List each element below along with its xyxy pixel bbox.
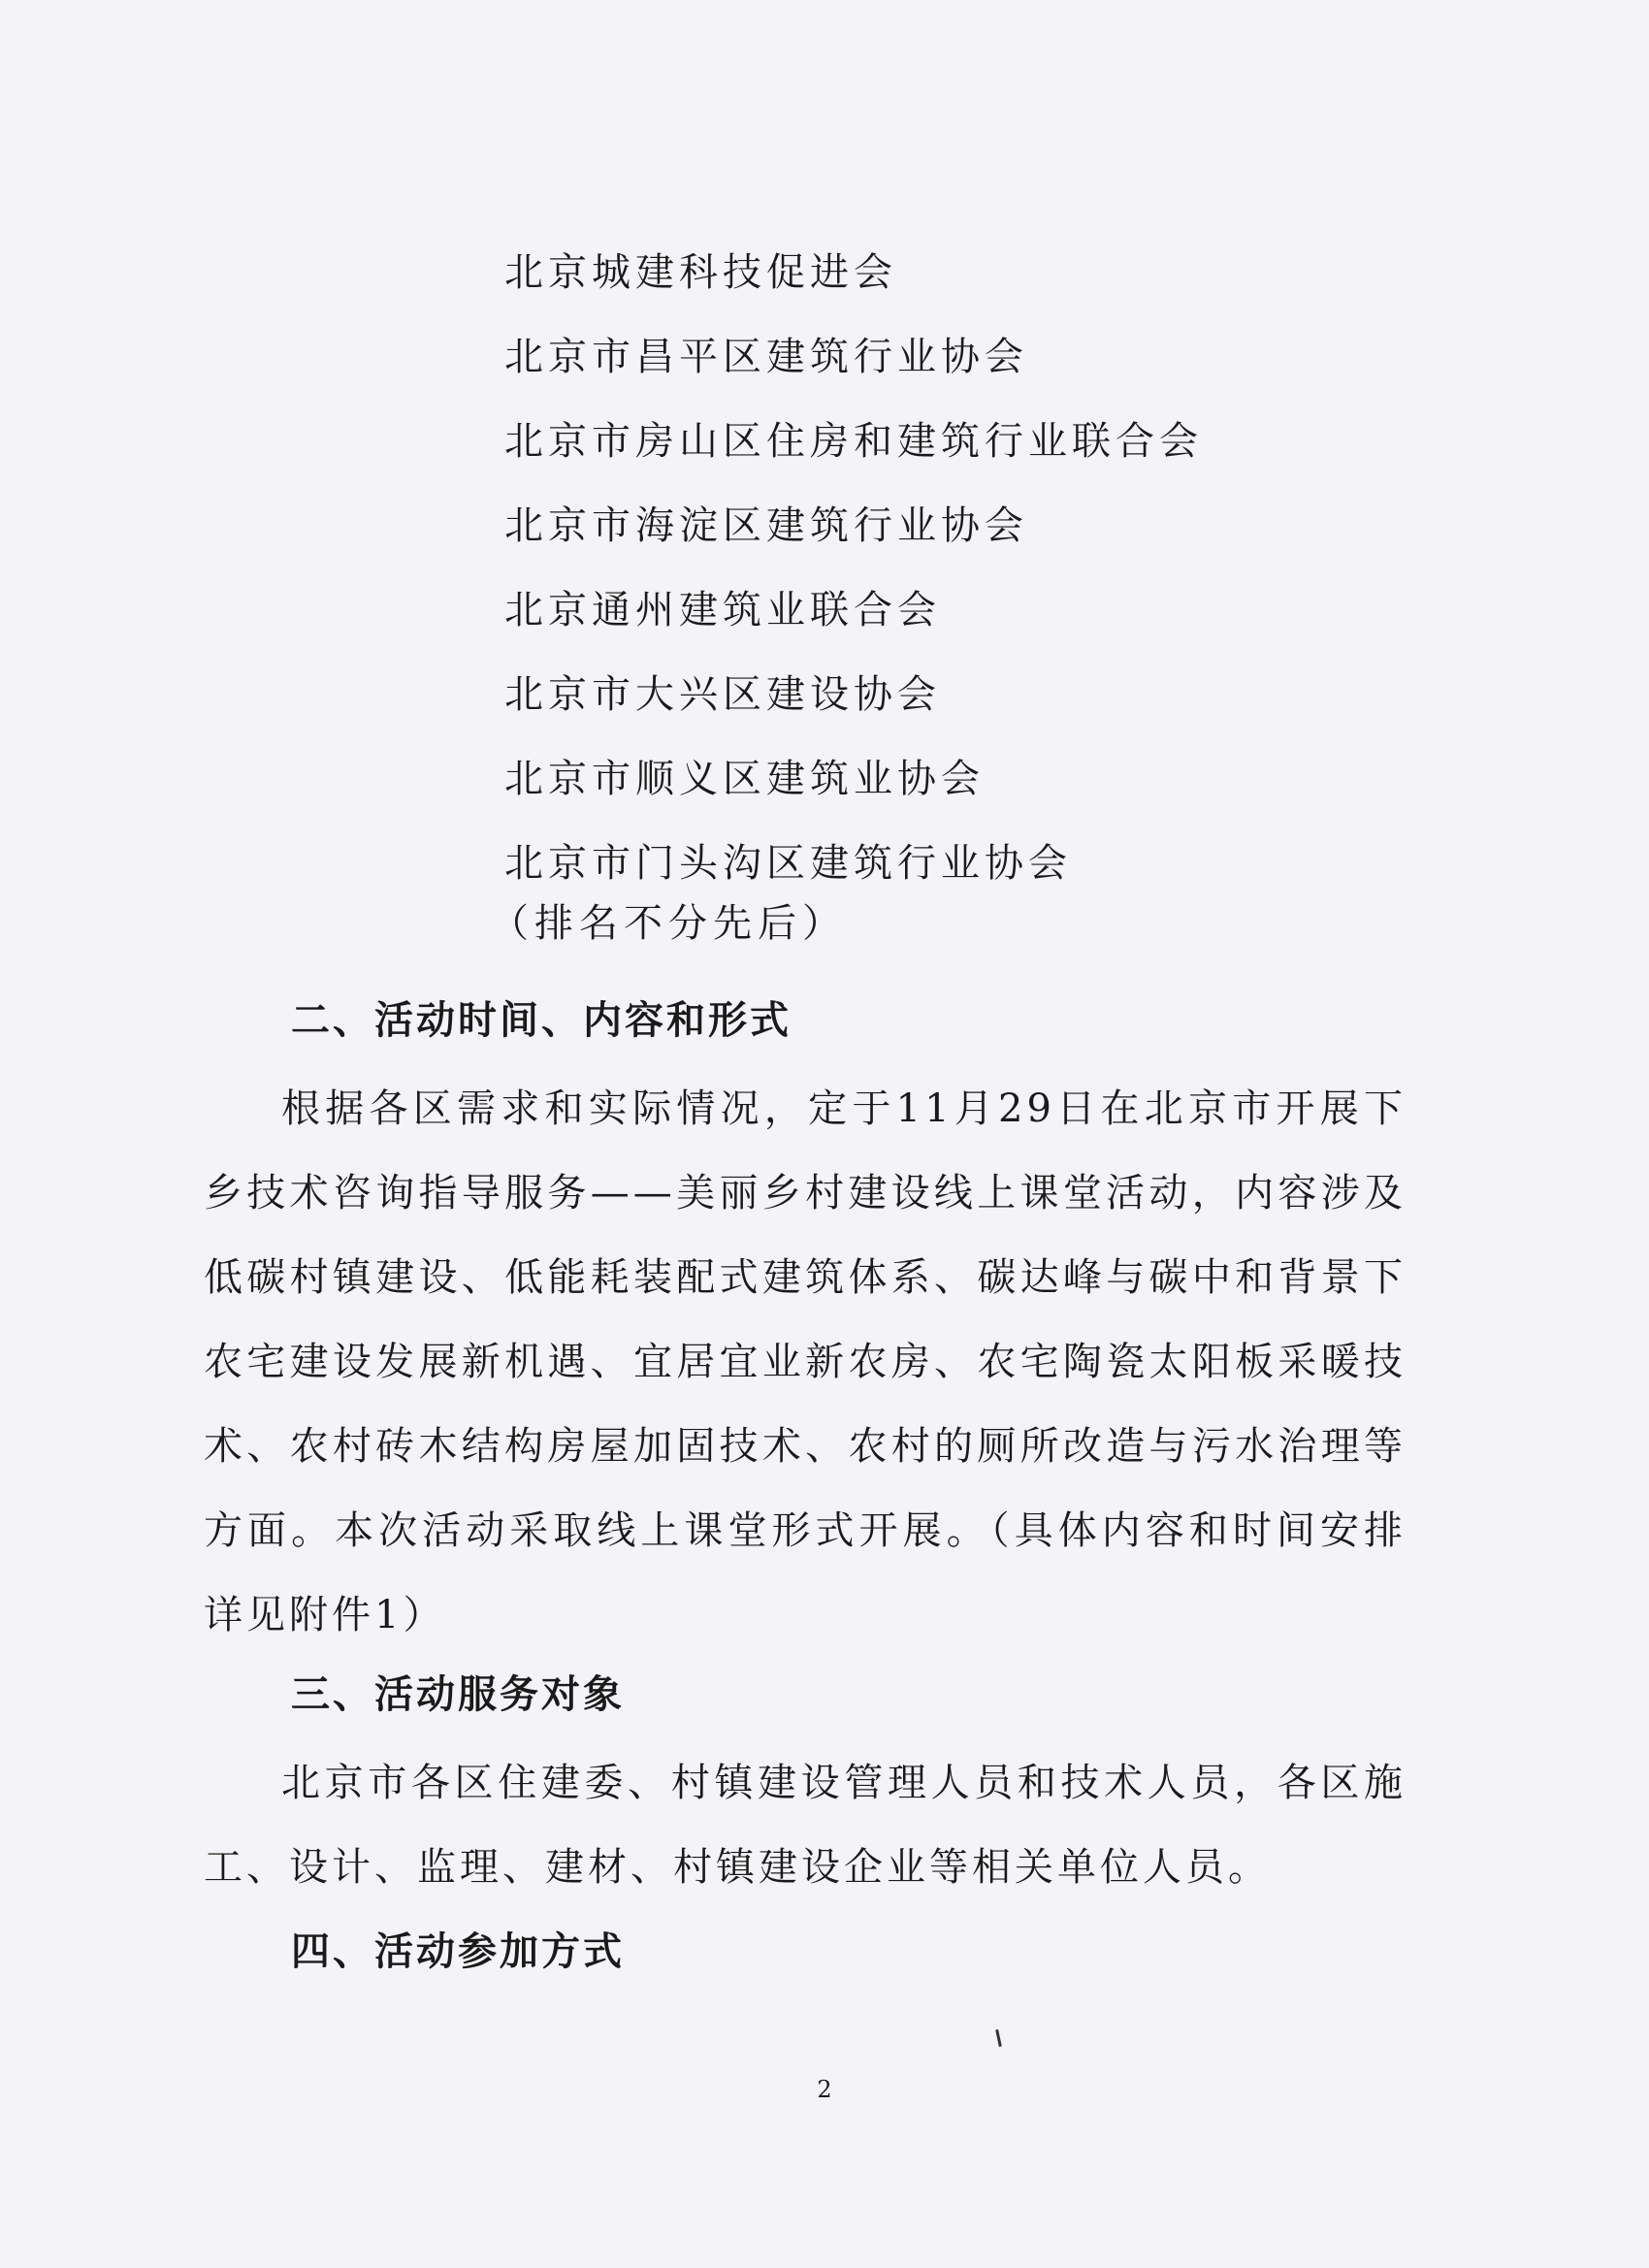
organization-item: 北京市门头沟区建筑行业协会: [504, 841, 1072, 886]
organization-item: 北京市顺义区建筑业协会: [504, 757, 985, 801]
page-number: 2: [817, 2076, 832, 2103]
organization-item: 北京城建科技促进会: [504, 250, 897, 295]
section-3-body: 北京市各区住建委、村镇建设管理人员和技术人员，各区施工、设计、监理、建材、村镇建设企业等相关单位人员。: [204, 1761, 1406, 1890]
organization-item: 北京市昌平区建筑行业协会: [504, 335, 1028, 379]
section-2-body: 根据各区需求和实际情况，定于11月29日在北京市开展下乡技术咨询指导服务——美丽乡村建设线上课堂活动，内容涉及低碳村镇建设、低能耗装配式建筑体系、碳达峰与碳中和背景下农宅建设发展新机遇、宜居宜业新农房、农宅陶瓷太阳板采暖技术、农村砖木结构房屋加固技术、农村的厕所改造与污水治理等方面。本次活动采取线上课堂形式开展。（具体内容和时间安排详见附件1）: [204, 1086, 1406, 1637]
organization-item: 北京市海淀区建筑行业协会: [504, 503, 1028, 548]
section-4-heading: 四、活动参加方式: [291, 1929, 625, 1974]
section-2-heading: 二、活动时间、内容和形式: [291, 998, 792, 1043]
organization-list: [504, 231, 1203, 906]
organization-item: 北京市房山区住房和建筑行业联合会: [504, 419, 1203, 464]
organization-item: 北京市大兴区建设协会: [504, 672, 941, 717]
scan-speck: [995, 2029, 1002, 2047]
organizations-note: （排名不分先后）: [490, 901, 847, 946]
organization-item: 北京通州建筑业联合会: [504, 588, 941, 632]
section-3-heading: 三、活动服务对象: [291, 1672, 625, 1717]
